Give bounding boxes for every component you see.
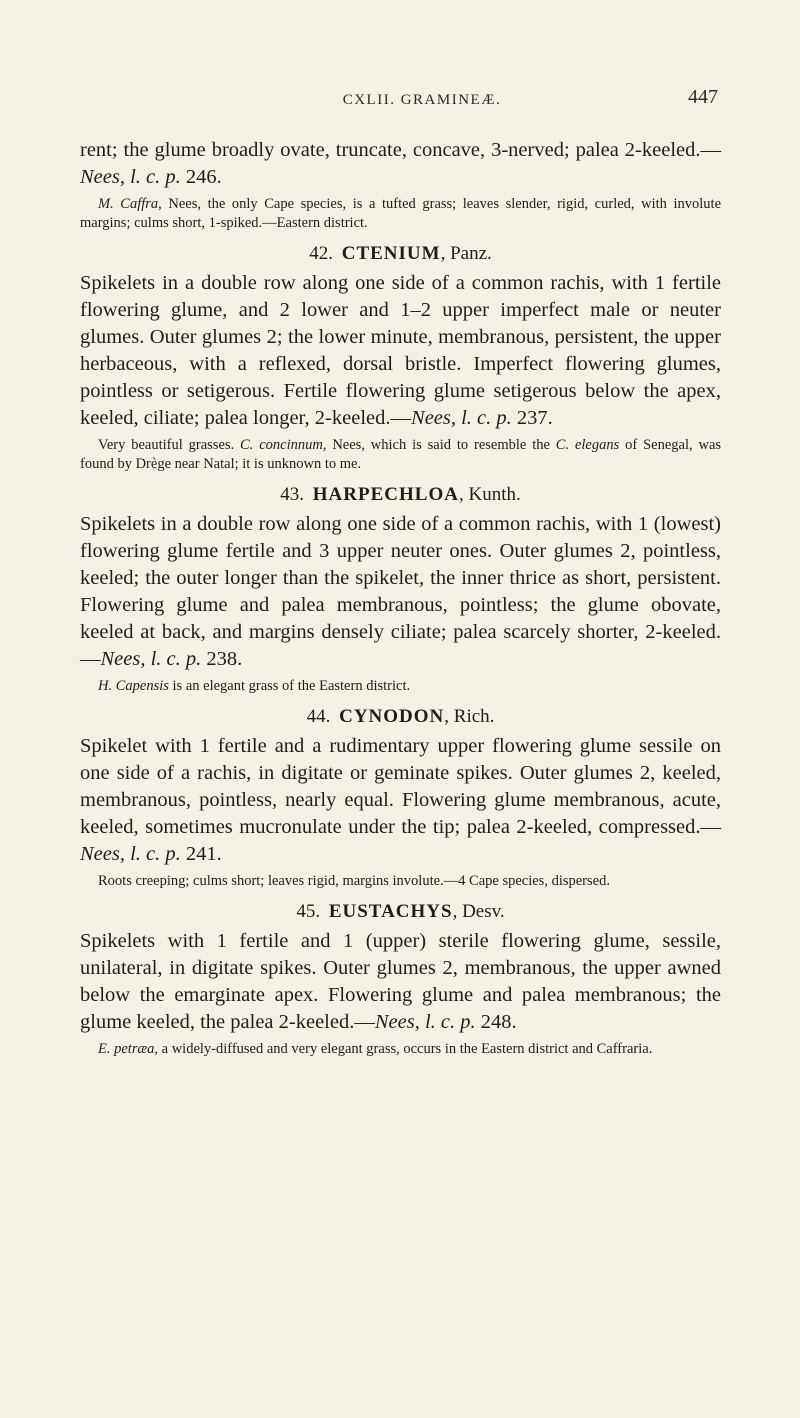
page-content (80, 137, 721, 1059)
species-name: M. Caffra (98, 196, 159, 212)
continuation-paragraph (80, 137, 721, 191)
genus-author: , Rich. (444, 706, 495, 727)
genus-description: Spikelets with 1 fertile and 1 (upper) sterile flowering glume, sessile, unilateral, in digitate spikes. Outer glumes 2, membranous, the upper awned below the emarginate apex. Flowering glume and palea membranous; the glume keeled, the palea 2-keeled.—Nees, l. c. p. 248. (80, 930, 721, 1033)
genus-heading (80, 241, 721, 267)
genus-number: 43. (280, 484, 305, 505)
genus-number: 45. (296, 901, 321, 922)
genus-note: E. petræa, a widely-diffused and very elegant grass, occurs in the Eastern district and Caffraria. (98, 1041, 653, 1057)
citation-page: 246. (180, 166, 222, 188)
genus-note: H. Capensis is an elegant grass of the Eastern district. (98, 678, 411, 694)
species-note (80, 195, 721, 233)
species-note-text: , Nees, the only Cape species, is a tufted grass; leaves slender, rigid, curled, with involute margins; culms short, 1-spiked.—Eastern district. (80, 196, 722, 231)
page-number: 447 (688, 86, 718, 108)
genus-description: Spikelet with 1 fertile and a rudimentary upper flowering glume sessile on one side of a rachis, in digitate or geminate spikes. Outer glumes 2, keeled, membranous, pointless, nearly equal. Flowering glume membranous, acute, keeled, sometimes mucronulate under the tip; palea 2-keeled, compressed.—Nees, l. c. p. 241. (80, 735, 721, 865)
genus-number: 42. (309, 243, 333, 264)
citation: Nees, l. c. p. (374, 1011, 476, 1033)
citation-page: 237. (511, 407, 553, 429)
genus-description: Spikelets in a double row along one side of a common rachis, with 1 fertile flowering glume, and 2 lower and 1–2 upper imperfect male or neuter glumes. Outer glumes 2; the lower minute, membranous, persistent, the upper herbaceous, with a reflexed, dorsal bristle. Imperfect flowering glumes, pointless or setigerous. Fertile flowering glume setigerous below the apex, keeled, ciliate; palea longer, 2-keeled.—Nees, l. c. p. 237. (80, 272, 721, 429)
genus-name: EUSTACHYS (328, 901, 453, 922)
citation-page: 238. (201, 648, 243, 670)
genus-note: Roots creeping; culms short; leaves rigid, margins involute.—4 Cape species, dispersed. (98, 873, 610, 889)
genus-number: 44. (306, 706, 331, 727)
genus-description: Spikelets in a double row along one side of a common rachis, with 1 (lowest) flowering glume fertile and 3 upper neuter ones. Outer glumes 2, pointless, keeled; the outer longer than the spikelet, the inner thrice as short, persistent. Flowering glume and palea membranous, pointless; the glume obovate, keeled at back, and margins densely ciliate; palea scarcely shorter, 2-keeled.—Nees, l. c. p. 238. (80, 513, 721, 670)
citation-page: 248. (475, 1011, 517, 1033)
genus-note: Very beautiful grasses. C. concinnum, Nees, which is said to resemble the C. elegans of Senegal, was found by Drège near Natal; it is unknown to me. (80, 437, 722, 472)
citation: Nees, l. c. p. (80, 843, 181, 865)
genus-name: CYNODON (339, 706, 445, 727)
genus-author: , Desv. (452, 901, 505, 922)
citation: Nees, l. c. p. (411, 407, 512, 429)
genus-author: , Panz. (440, 243, 492, 264)
genus-author: , Kunth. (458, 484, 521, 505)
running-head: CXLII. GRAMINEÆ. (342, 92, 502, 108)
genus-heading (80, 899, 721, 925)
continuation-text: rent; the glume broadly ovate, truncate, concave, 3-nerved; palea 2-keeled.— (80, 139, 721, 161)
genus-heading (80, 704, 721, 730)
genus-name: HARPECHLOA (312, 484, 459, 505)
genus-heading (80, 482, 721, 508)
genus-name: CTENIUM (341, 243, 441, 264)
citation: Nees, l. c. p. (100, 648, 202, 670)
citation: Nees, l. c. p. (80, 166, 181, 188)
citation-page: 241. (180, 843, 222, 865)
